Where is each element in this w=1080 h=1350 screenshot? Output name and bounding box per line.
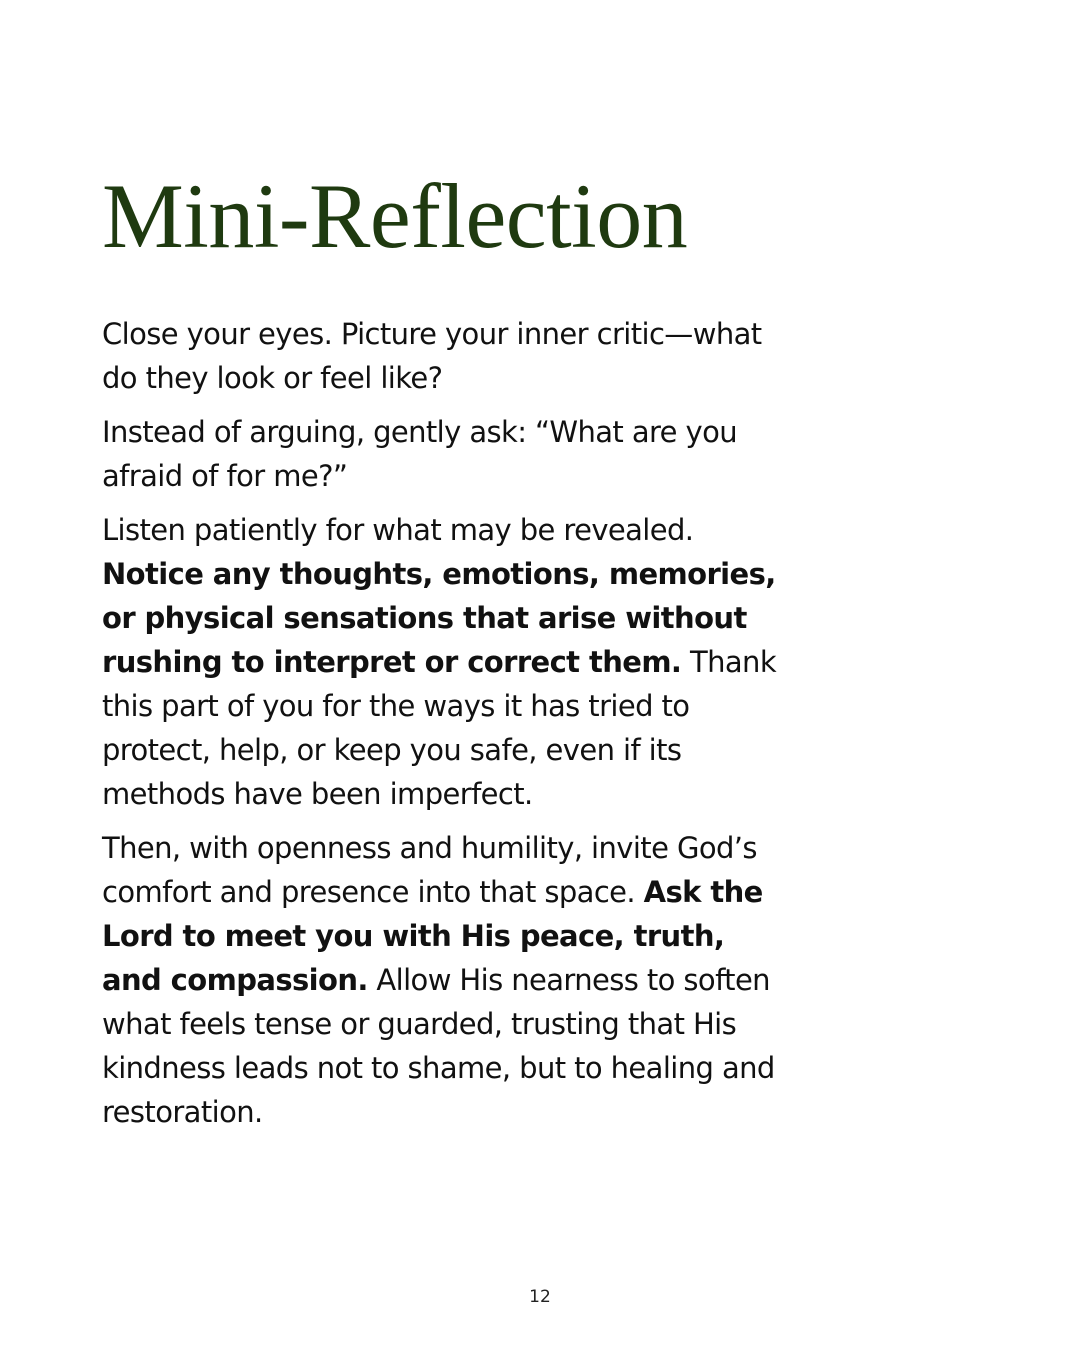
paragraph-4-run-3: Allow His nearness to soften what feels tense or guarded, trusting that His kindness leads not to shame, but to healing and restoration. xyxy=(102,963,775,1129)
paragraph-3-bold-run: Notice any thoughts, emotions, memories, or physical sensations that arise without rushing to interpret or correct them. xyxy=(102,557,776,679)
paragraph-4-run-1: Then, with openness and humility, invite God’s comfort and presence into that space. xyxy=(102,831,757,909)
paragraph-4-bold-run: Ask the Lord to meet you with His peace, truth, and compassion. xyxy=(102,875,763,997)
paragraph-3-run-1: Listen patiently for what may be revealed. xyxy=(102,513,694,547)
paragraph-4 xyxy=(102,826,782,1134)
paragraph-3 xyxy=(102,508,782,816)
reflection-body xyxy=(102,312,782,1144)
paragraph-1-run-1: Close your eyes. Picture your inner critic—what do they look or feel like? xyxy=(102,317,762,395)
paragraph-2 xyxy=(102,410,782,498)
page-title: Mini-Reflection xyxy=(102,165,688,267)
page-number: 12 xyxy=(529,1287,551,1307)
paragraph-1 xyxy=(102,312,782,400)
paragraph-2-run-1: Instead of arguing, gently ask: “What are you afraid of for me?” xyxy=(102,415,738,493)
paragraph-3-run-3: Thank this part of you for the ways it has tried to protect, help, or keep you safe, even if its methods have been imperfect. xyxy=(102,645,777,811)
